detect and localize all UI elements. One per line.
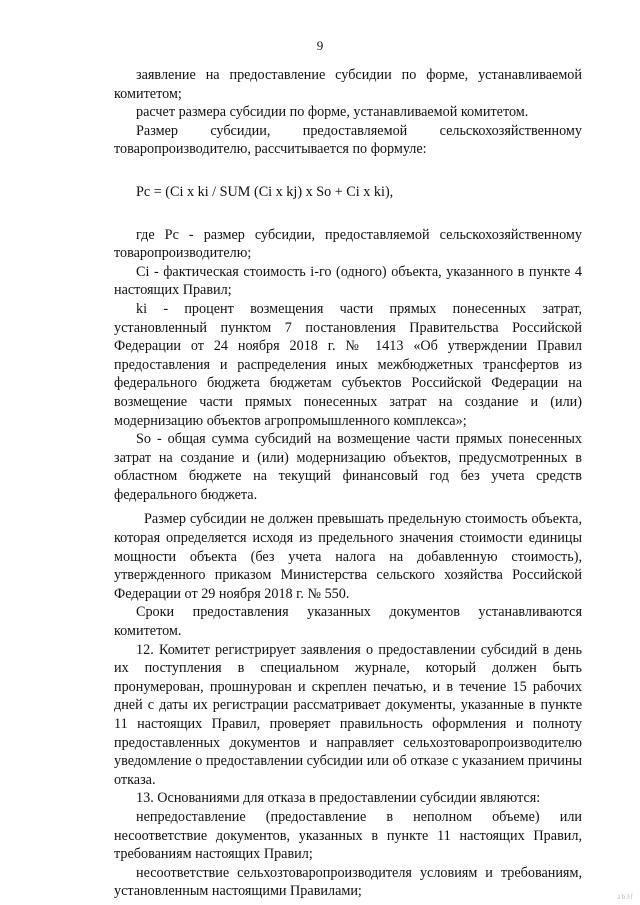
document-body — [114, 66, 582, 901]
subsidy-formula: Pc = (Ci x ki / SUM (Ci x kj) x So + Ci x ki), — [136, 183, 394, 200]
paragraph-ci-definition: Ci - фактическая стоимость i-го (одного) объекта, указанного в пункте 4 настоящих Правил; — [114, 263, 582, 299]
paragraph-deadlines: Сроки предоставления указанных документов устанавливаются комитетом. — [114, 604, 582, 640]
paragraph-refusal-conditions: несоответствие сельхозтоваропроизводителя условиям и требованиям, установленным настоящими Правилами; — [114, 864, 582, 900]
paragraph-application: заявление на предоставление субсидии по форме, устанавливаемой комитетом; — [114, 67, 582, 102]
paragraph-clause-13: 13. Основаниями для отказа в предоставлении субсидии являются: — [136, 790, 541, 807]
paragraph-clause-12: 12. Комитет регистрирует заявления о предоставлении субсидий в день их поступления в специальном журнале, который должен быть пронумерован, прошнурован и скреплен печатью, и в течение 15 рабочих дней с даты их регистрации рассматривает документы, указанные в пункте 11 настоящих Правил, проверяет правильность оформления и полноту предоставленных документов и направляет сельхозтоваропроизводителю уведомление о предоставлении субсидии или об отказе с указанием причины отказа. — [114, 641, 582, 788]
paragraph-ki-definition: ki - процент возмещения части прямых понесенных затрат, установленный пунктом 7 постановления Правительства Российской Федерации от 24 ноября 2018 г. № 1413 «Об утверждении Правил предоставления и распределения иных межбюджетных трансфертов из федерального бюджета бюджетам субъектов Российской Федерации на возмещение части прямых понесенных затрат на создание и (или) модернизацию объектов агропромышленного комплекса»; — [114, 300, 582, 429]
paragraph-so-definition: So - общая сумма субсидий на возмещение части прямых понесенных затрат на создание и (или) модернизацию объектов, предусмотренных в областном бюджете на текущий финансовый год без учета средств федерального бюджета. — [114, 431, 582, 503]
page-number: 9 — [316, 38, 324, 53]
paragraph-refusal-documents: непредоставление (предоставление в неполном объеме) или несоответствие документов, указанных в пункте 11 настоящих Правил, требованиям настоящих Правил; — [114, 808, 582, 863]
paragraph-pc-definition: где Pc - размер субсидии, предоставляемой сельскохозяйственному товаропроизводителю; — [114, 226, 582, 262]
scan-mark: ab3f — [617, 893, 634, 901]
paragraph-calculation: расчет размера субсидии по форме, устанавливаемой комитетом. — [136, 104, 529, 121]
paragraph-max-subsidy: Размер субсидии не должен превышать предельную стоимость объекта, которая определяется исходя из предельного значения стоимости единицы мощности объекта (без учета налога на добавленную стоимость), утвержденного приказом Министерства сельского хозяйства Российской Федерации от 29 ноября 2018 г. № 550. — [114, 511, 582, 602]
paragraph-subsidy-size: Размер субсидии, предоставляемой сельскохозяйственному товаропроизводителю, рассчитывается по формуле: — [114, 122, 582, 158]
